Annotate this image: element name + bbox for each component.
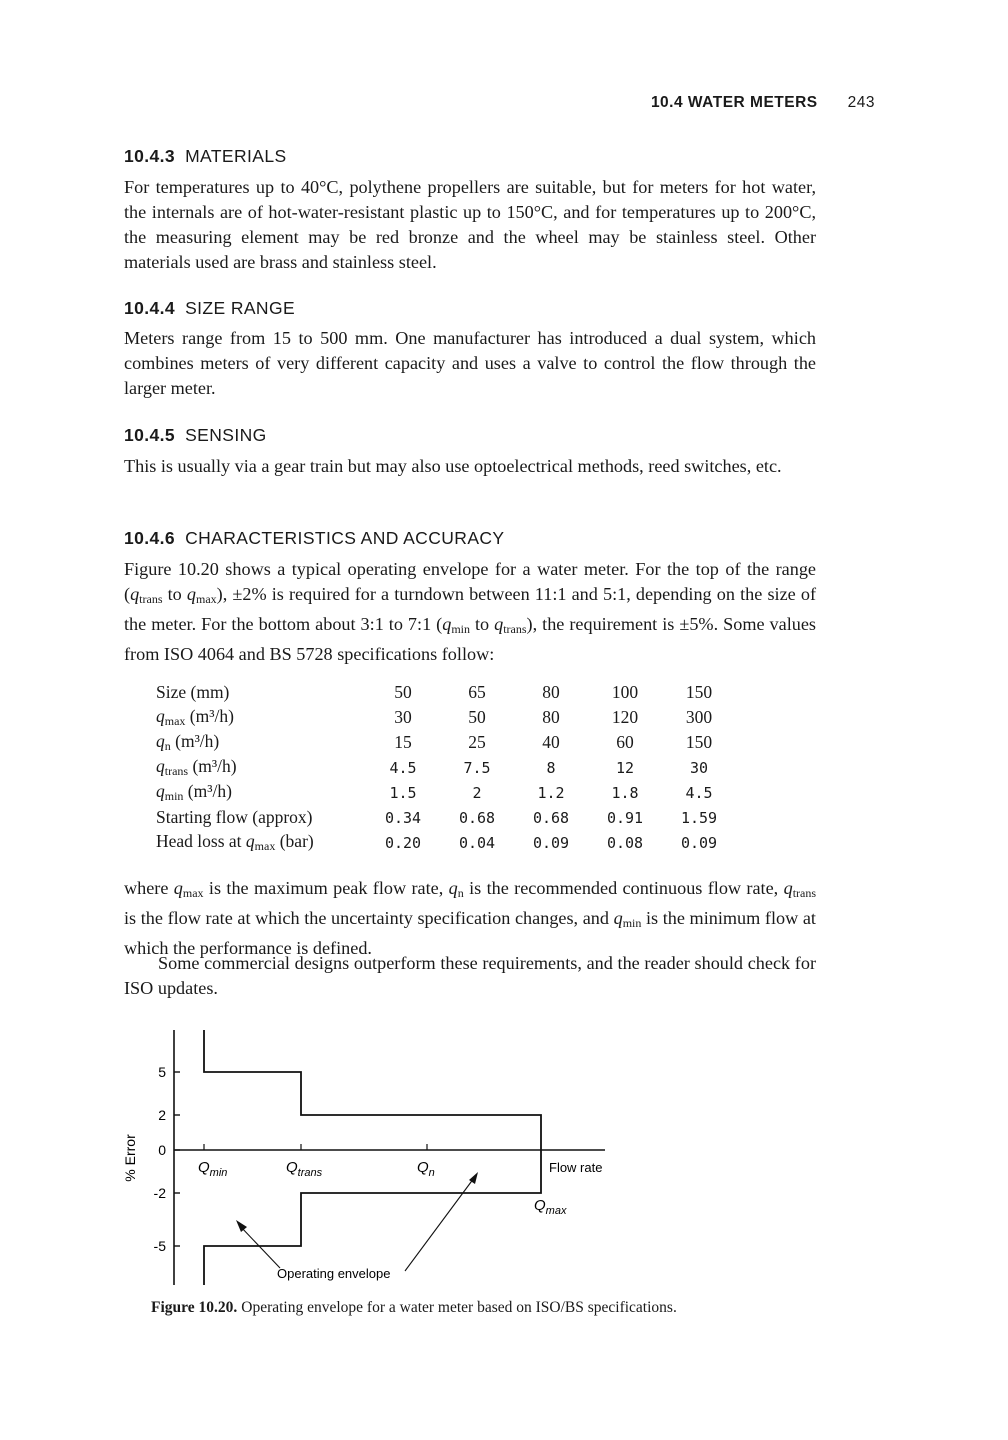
table-cell: 60 [616, 732, 634, 752]
table-row [150, 780, 736, 805]
table-cell: 25 [468, 732, 486, 752]
label-flow-rate: Flow rate [549, 1160, 603, 1175]
table-cell: 4.5 [685, 783, 713, 802]
table-row [150, 680, 736, 705]
y-axis-label: % Error [122, 1134, 138, 1182]
table-cell: 0.34 [384, 808, 422, 827]
table-cell: 1.8 [611, 783, 639, 802]
paragraph-characteristics: Figure 10.20 shows a typical operating envelope for a water meter. For the top of the range ($q_{trans}$ to $q_{max}$), ±2% is required for a turndown between 11:1 and 5:1, depending on the size of the meter. For the bottom about 3:1 to 7:1 ($q_{min}$ to $q_{trans}$), the requirement is ±5%. Some values from ISO 4064 and BS 5728 specifications follow: [124, 559, 816, 664]
section-heading-sensing [124, 425, 267, 446]
label-qmax: $Q_{max}$ [534, 1197, 567, 1217]
paragraph-sensing: This is usually via a gear train but may also use optoelectrical methods, reed switches, etc. [124, 456, 782, 476]
row-label: Starting flow (approx) [156, 807, 313, 827]
table-cell: 150 [685, 732, 713, 752]
table-cell: 80 [542, 682, 560, 702]
table-row [150, 705, 736, 730]
table-cell: 0.68 [458, 808, 496, 827]
envelope-arrows [236, 1172, 478, 1271]
section-title: SIZE RANGE [185, 298, 296, 318]
table-row [150, 805, 736, 830]
paragraph-definitions: where $q_{max}$ is the maximum peak flow rate, $q_n$ is the recommended continuous flow rate, $q_{trans}$ is the flow rate at which the uncertainty specification changes, and $q_{min}$ is the minimum flow at which the performance is defined. [124, 878, 817, 958]
paragraph-materials: For temperatures up to 40°C, polythene propellers are suitable, but for meters for hot water, the internals are of hot-water-resistant plastic up to 150°C, and for temperatures up to 200°C, the measuring element may be red bronze and the wheel may be stainless steel. Other materials used are brass and stainless steel. [124, 177, 816, 272]
row-label: $q_{max}$ (m³/h) [156, 706, 234, 728]
table-cell: 65 [468, 682, 486, 702]
page-number: 243 [847, 94, 875, 111]
table-cell: 30 [394, 707, 412, 727]
row-label: $q_{trans}$ (m³/h) [156, 756, 237, 778]
lower-envelope [204, 1150, 541, 1285]
table-cell: 30 [689, 758, 709, 777]
label-qmin: $Q_{min}$ [198, 1159, 228, 1179]
table-cell: 7.5 [463, 758, 491, 777]
y-tick-label: 2 [158, 1107, 166, 1123]
table-cell: 0.68 [532, 808, 570, 827]
section-number: 10.4.4 [124, 298, 176, 318]
table-cell: 4.5 [389, 758, 417, 777]
row-label: $q_{min}$ (m³/h) [156, 781, 232, 803]
table-cell: 0.09 [532, 833, 570, 852]
y-tick-marks [174, 1072, 180, 1246]
table-cell: 50 [468, 707, 486, 727]
table-cell: 0.20 [384, 833, 422, 852]
spec-table [150, 680, 736, 855]
section-heading-characteristics [124, 528, 505, 549]
table-row [150, 830, 736, 855]
section-number: 10.4.5 [124, 425, 176, 445]
figure-caption [151, 1298, 751, 1318]
table-row [150, 730, 736, 755]
y-tick-label: 5 [158, 1064, 166, 1080]
table-cell: 8 [546, 758, 556, 777]
table-cell: 300 [685, 707, 713, 727]
upper-envelope [204, 1030, 541, 1150]
x-tick-marks [204, 1144, 427, 1150]
table-cell: 0.09 [680, 833, 718, 852]
table-cell: 100 [611, 682, 639, 702]
table-cell: 0.91 [606, 808, 644, 827]
table-cell: 2 [472, 783, 482, 802]
paragraph-size-range: Meters range from 15 to 500 mm. One manufacturer has introduced a dual system, which combines meters of very different capacity and uses a valve to control the flow through the larger meter. [124, 328, 816, 398]
y-tick-label: 0 [158, 1142, 166, 1158]
section-title: CHARACTERISTICS AND ACCURACY [185, 528, 505, 548]
running-head [0, 94, 875, 112]
envelope-diagram [100, 1020, 660, 1295]
label-qn: $Q_n$ [417, 1159, 435, 1179]
label-operating-envelope: Operating envelope [277, 1266, 391, 1281]
row-label: Size (mm) [156, 682, 230, 702]
paragraph-iso-updates: Some commercial designs outperform these requirements, and the reader should check for ISO updates. [124, 953, 816, 998]
table-cell: 120 [611, 707, 639, 727]
section-heading-size-range [124, 298, 295, 319]
table-cell: 50 [394, 682, 412, 702]
table-cell: 1.5 [389, 783, 417, 802]
y-tick-label: -2 [153, 1185, 166, 1201]
table-cell: 0.04 [458, 833, 496, 852]
section-heading-materials [124, 146, 287, 167]
section-title: SENSING [185, 425, 267, 445]
table-cell: 15 [394, 732, 412, 752]
table-cell: 0.08 [606, 833, 644, 852]
row-label: $q_n$ (m³/h) [156, 731, 220, 753]
y-tick-label: -5 [153, 1238, 166, 1254]
figure-operating-envelope [100, 1020, 660, 1295]
table-cell: 40 [542, 732, 560, 752]
section-number: 10.4.3 [124, 146, 176, 166]
running-head-title: 10.4 WATER METERS [650, 94, 818, 111]
label-qtrans: $Q_{trans}$ [286, 1159, 323, 1179]
table-cell: 150 [685, 682, 713, 702]
section-title: MATERIALS [185, 146, 287, 166]
caption-label: Figure 10.20. [151, 1299, 238, 1316]
table-cell: 1.2 [537, 783, 565, 802]
section-number: 10.4.6 [124, 528, 176, 548]
table-cell: 80 [542, 707, 560, 727]
row-label: Head loss at $q_{max}$ (bar) [156, 831, 314, 853]
table-cell: 1.59 [680, 808, 718, 827]
caption-text: Operating envelope for a water meter based on ISO/BS specifications. [241, 1299, 677, 1316]
table-row [150, 755, 736, 780]
table-cell: 12 [615, 758, 635, 777]
